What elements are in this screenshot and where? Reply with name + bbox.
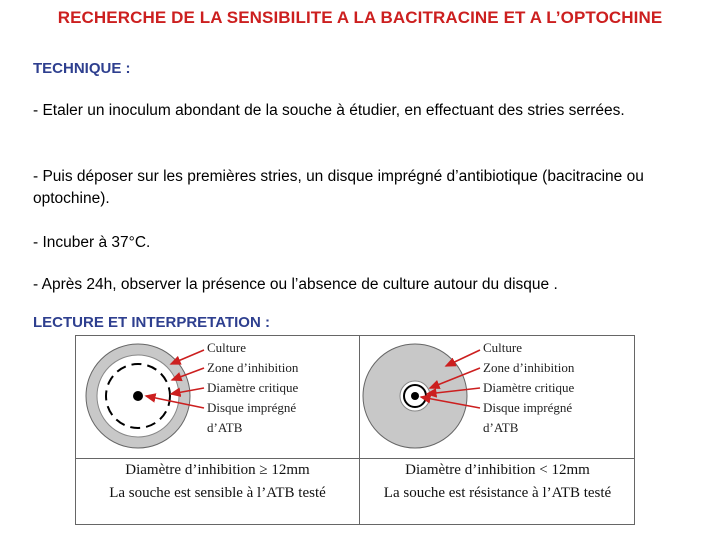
label-critical-diameter: Diamètre critique [483,380,575,395]
label-atb: d’ATB [483,420,519,435]
label-culture: Culture [483,340,522,355]
atb-disk [411,392,419,400]
step-4: - Après 24h, observer la présence ou l’absence de culture autour du disque . [33,276,558,293]
atb-disk [133,391,143,401]
resistant-diameter-text: Diamètre d’inhibition < 12mm [405,462,590,478]
label-critical-diameter: Diamètre critique [207,380,299,395]
lecture-heading: LECTURE ET INTERPRETATION : [33,314,270,331]
resistant-panel [360,336,635,458]
label-inhibition-zone: Zone d’inhibition [207,360,299,375]
step-3: - Incuber à 37°C. [33,234,151,251]
step-1: - Etaler un inoculum abondant de la souche à étudier, en effectuant des stries serrées. [33,102,625,119]
label-disk: Disque imprégné [207,400,297,415]
label-disk: Disque imprégné [483,400,573,415]
resistant-conclusion-text: La souche est résistance à l’ATB testé [383,485,612,501]
step-2: - Puis déposer sur les premières stries, un disque imprégné d’antibiotique (bacitracine ou optochine). [33,168,644,207]
label-inhibition-zone: Zone d’inhibition [483,360,575,375]
label-culture: Culture [207,340,246,355]
interpretation-figure [75,335,635,525]
sensitive-conclusion-text: La souche est sensible à l’ATB testé [109,485,326,501]
sensitive-diameter-text: Diamètre d’inhibition ≥ 12mm [125,462,310,478]
technique-heading: TECHNIQUE : [33,60,131,77]
sensitive-panel [76,336,359,458]
page-title: RECHERCHE DE LA SENSIBILITE A LA BACITRACINE ET A L’OPTOCHINE [57,8,663,27]
figure-horizontal-divider [76,458,634,459]
label-atb: d’ATB [207,420,243,435]
